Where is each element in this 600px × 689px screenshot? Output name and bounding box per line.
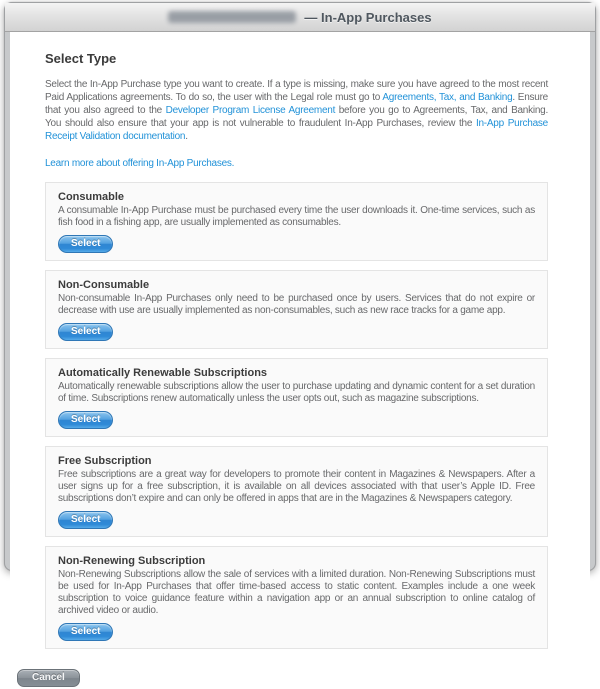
type-list xyxy=(45,182,548,649)
type-description: Non-Renewing Subscriptions allow the sale of services with a limited duration. Non-Renewing Subscriptions must be used for In-App Purchases that offer time-based access to static content. Examples include a one week subscription to voice guidance feature within a navigation app or an annual subscription to online catalog of archived video or audio. xyxy=(58,569,535,616)
type-box xyxy=(45,446,548,537)
learn-more-link[interactable]: Learn more about offering In-App Purchases. xyxy=(45,158,235,169)
type-title: Automatically Renewable Subscriptions xyxy=(58,367,268,379)
select-button[interactable]: Select xyxy=(58,511,113,529)
type-box xyxy=(45,358,548,437)
window-titlebar xyxy=(5,3,595,32)
intro-text: . Ensure that you also agreed to the xyxy=(45,92,548,116)
content-panel xyxy=(10,32,590,666)
type-description: Non-consumable In-App Purchases only need to be purchased once by users. Services that do not expire or decrease with use are usually implemented as non-consumables, such as new race tracks for a game app. xyxy=(58,293,535,316)
select-button[interactable]: Select xyxy=(58,235,113,253)
inline-link[interactable]: In-App Purchase Receipt Validation documentation xyxy=(45,118,548,142)
type-box xyxy=(45,546,548,649)
cancel-button[interactable]: Cancel xyxy=(17,669,80,687)
type-title: Non-Consumable xyxy=(58,279,150,291)
type-title: Free Subscription xyxy=(58,455,152,467)
type-box xyxy=(45,182,548,261)
type-description: Free subscriptions are a great way for developers to promote their content in Magazines & Newspapers. After a user signs up for a free subscription, it is available on all devices associated with that user’s Apple ID. Free subscriptions don’t expire and can only be offered in apps that are in the Magazines & Newspapers category. xyxy=(58,469,535,504)
intro-text: Select the In-App Purchase type you want to create. If a type is missing, make sure you have agreed to the most recent Paid Applications agreements. To do so, the user with the Legal role must go to xyxy=(45,79,548,103)
window-title: — In-App Purchases xyxy=(304,9,432,25)
inline-link[interactable]: Agreements, Tax, and Banking xyxy=(382,92,513,103)
in-app-purchases-window xyxy=(4,2,596,683)
intro-text: before you go to Agreements, Tax, and Banking. You should also ensure that your app is not vulnerable to fraudulent In-App Purchases, review the xyxy=(45,105,548,129)
footer-bar xyxy=(5,666,595,689)
type-title: Non-Renewing Subscription xyxy=(58,555,206,567)
type-description: A consumable In-App Purchase must be purchased every time the user downloads it. One-time services, such as fish food in a fishing app, are usually implemented as consumables. xyxy=(58,205,535,228)
select-button[interactable]: Select xyxy=(58,623,113,641)
select-button[interactable]: Select xyxy=(58,323,113,341)
type-box xyxy=(45,270,548,349)
redacted-app-name xyxy=(168,11,296,23)
inline-link[interactable]: Developer Program License Agreement xyxy=(165,105,336,116)
type-title: Consumable xyxy=(58,191,125,203)
intro-paragraph xyxy=(45,78,548,143)
page-title: Select Type xyxy=(45,51,117,66)
select-button[interactable]: Select xyxy=(58,411,113,429)
intro-text: . xyxy=(185,131,188,142)
type-description: Automatically renewable subscriptions allow the user to purchase updating and dynamic content for a set duration of time. Subscriptions renew automatically unless the user opts out, such as magazine subscriptions. xyxy=(58,381,535,404)
